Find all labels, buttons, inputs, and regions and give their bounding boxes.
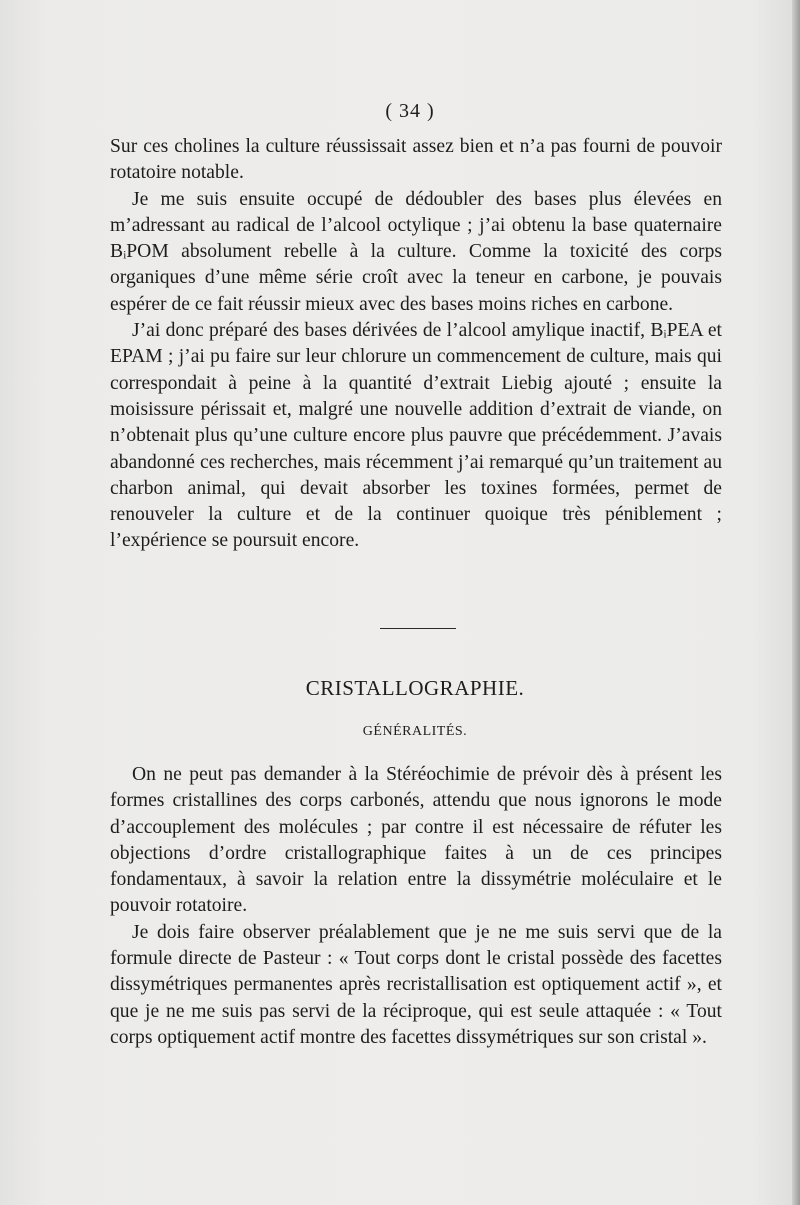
section-text: [110, 762, 722, 1051]
paragraph: On ne peut pas demander à la Stéréochimie de prévoir dès à présent les formes cristallines des corps carbonés, attendu que nous ignorons le mode d’accouplement des molécules ; par contre il est nécessaire de réfuter les objections d’ordre cristallographique faites à un de ces principes fondamentaux, à savoir la relation entre la dissymétrie moléculaire et le pouvoir rotatoire.: [110, 764, 722, 917]
section-divider: [380, 628, 456, 629]
paragraph: J’ai donc préparé des bases dérivées de l’alcool amylique inactif, BᵢPEA et EPAM ; j’ai pu faire sur leur chlorure un commencement de culture, mais qui correspondait à peine à la quantité d’extrait Liebig ajouté ; ensuite la moisissure périssait et, malgré une nouvelle addition d’extrait de viande, on n’obtenait plus qu’une culture encore plus pauvre que précédemment. J’avais abandonné ces recherches, mais récemment j’ai remarqué qu’un traitement au charbon animal, qui devait absorber les toxines formées, permet de renouveler la culture et de la continuer quoique très péniblement ; l’expérience se poursuit encore.: [110, 320, 722, 552]
page-edge-shadow: [792, 0, 800, 1205]
section-subtitle: GÉNÉRALITÉS.: [362, 724, 468, 739]
paragraph: Sur ces cholines la culture réussissait assez bien et n’a pas fourni de pouvoir rotatoire notable.: [110, 136, 722, 184]
intro-text: [110, 134, 722, 555]
paragraph: Je me suis ensuite occupé de dédoubler des bases plus élevées en m’adressant au radical de l’alcool octylique ; j’ai obtenu la base quaternaire BᵢPOM absolument rebelle à la culture. Comme la toxicité des corps organiques d’une même série croît avec la teneur en carbone, je pouvais espérer de ce fait réussir mieux avec des bases moins riches en carbone.: [110, 188, 722, 315]
paragraph: Je dois faire observer préalablement que je ne me suis servi que de la formule directe de Pasteur : « Tout corps dont le cristal possède des facettes dissymétriques permanentes après recristallisation est optiquement actif », et que je ne me suis pas servi de la réciproque, qui est seule attaquée : « Tout corps optiquement actif montre des facettes dissymétriques sur son cristal ».: [110, 921, 722, 1048]
page-number: ( 34 ): [385, 100, 435, 122]
section-title: CRISTALLOGRAPHIE.: [305, 676, 525, 700]
